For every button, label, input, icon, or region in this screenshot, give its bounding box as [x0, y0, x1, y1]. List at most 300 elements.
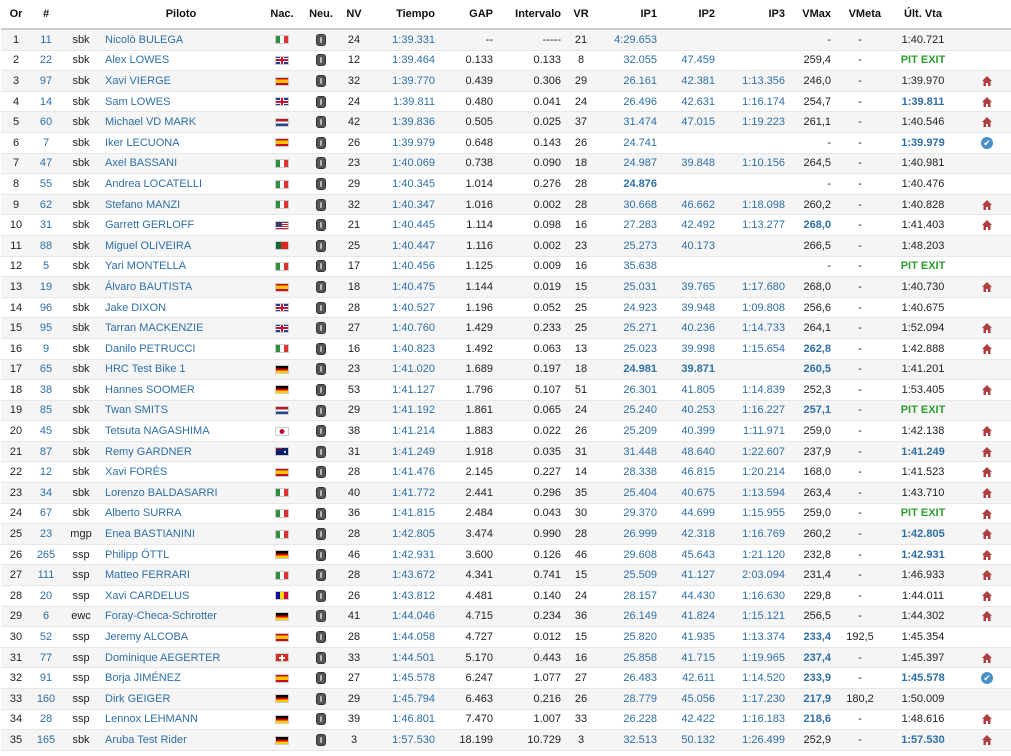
cell-ip2-text: 42.381 [681, 74, 715, 87]
cell-number[interactable] [31, 338, 61, 359]
cell-number[interactable] [31, 318, 61, 339]
home-icon[interactable] [981, 96, 993, 108]
cell-rider-name-text[interactable]: Tetsuta NAGASHIMA [105, 425, 210, 438]
cell-rider-name-text[interactable]: Sam LOWES [105, 95, 171, 108]
cell-status[interactable] [961, 668, 1011, 689]
home-icon[interactable] [981, 610, 993, 622]
cell-rider-name[interactable] [101, 174, 261, 195]
cell-number[interactable] [31, 565, 61, 586]
cell-number[interactable] [31, 91, 61, 112]
cell-number-text[interactable]: 62 [39, 198, 53, 211]
table-row[interactable] [1, 565, 1011, 586]
cell-rider-name-text[interactable]: Yari MONTELLA [105, 260, 187, 273]
table-row[interactable] [1, 627, 1011, 648]
home-icon[interactable] [981, 466, 993, 478]
cell-rider-name-text[interactable]: Xavi FORÉS [105, 466, 168, 479]
cell-status[interactable] [961, 606, 1011, 627]
cell-status[interactable] [961, 627, 1011, 648]
cell-number[interactable] [31, 235, 61, 256]
cell-number[interactable] [31, 71, 61, 92]
cell-rider-name[interactable] [101, 565, 261, 586]
cell-status[interactable] [961, 194, 1011, 215]
cell-ip2 [661, 586, 719, 607]
cell-number[interactable] [31, 544, 61, 565]
cell-vmax [789, 235, 835, 256]
cell-number-text[interactable]: 23 [39, 528, 53, 541]
cell-number[interactable] [31, 606, 61, 627]
cell-rider-name-text[interactable]: Alex LOWES [105, 54, 170, 67]
col-best-lap[interactable]: VR [565, 0, 597, 29]
cell-best-lap [565, 318, 597, 339]
table-row[interactable] [1, 132, 1011, 153]
cell-rider-name[interactable] [101, 462, 261, 483]
cell-number-text[interactable]: 9 [42, 342, 50, 355]
cell-number[interactable] [31, 153, 61, 174]
table-row[interactable] [1, 215, 1011, 236]
cell-position-text: 23 [9, 486, 23, 499]
table-row[interactable] [1, 503, 1011, 524]
cell-number-text[interactable]: 12 [39, 466, 53, 479]
cell-number-text[interactable]: 7 [42, 136, 50, 149]
cell-number-text[interactable]: 160 [36, 692, 56, 705]
cell-rider-name[interactable] [101, 50, 261, 71]
cell-number[interactable] [31, 483, 61, 504]
cell-rider-name[interactable] [101, 503, 261, 524]
home-icon[interactable] [981, 734, 993, 746]
cell-status[interactable] [961, 235, 1011, 256]
home-icon[interactable] [981, 590, 993, 602]
cell-rider-name-text[interactable]: Garrett GERLOFF [105, 219, 195, 232]
cell-number-text[interactable]: 88 [39, 239, 53, 252]
col-time[interactable]: Tiempo [369, 0, 439, 29]
cell-class-text: sbk [72, 466, 90, 479]
col-laps[interactable]: NV [339, 0, 369, 29]
cell-number-text[interactable]: 20 [39, 589, 53, 602]
cell-vmeta-text: - [858, 672, 862, 685]
cell-position-text: 20 [9, 425, 23, 438]
cell-status[interactable] [961, 709, 1011, 730]
cell-number-text[interactable]: 85 [39, 404, 53, 417]
home-icon[interactable] [981, 116, 993, 128]
cell-best-lap-text: 3 [577, 733, 585, 746]
table-row[interactable] [1, 318, 1011, 339]
cell-number-text[interactable]: 77 [39, 651, 53, 664]
col-interval[interactable]: Intervalo [497, 0, 565, 29]
cell-number-text[interactable]: 97 [39, 74, 53, 87]
cell-rider-name-text[interactable]: Tarran MACKENZIE [105, 322, 204, 335]
cell-rider-name[interactable] [101, 709, 261, 730]
cell-number[interactable] [31, 689, 61, 710]
cell-rider-name-text[interactable]: Alberto SURRA [105, 507, 182, 520]
cell-ip3-text: 1:16.769 [742, 528, 785, 541]
cell-status[interactable] [961, 730, 1011, 751]
table-row[interactable] [1, 153, 1011, 174]
cell-rider-name-text[interactable]: Lennox LEHMANN [105, 713, 198, 726]
cell-rider-name-text[interactable]: Dominique AEGERTER [105, 651, 221, 664]
cell-rider-name-text[interactable]: Jake DIXON [105, 301, 167, 314]
col-position[interactable]: Or [1, 0, 31, 29]
cell-vmeta-text: - [858, 733, 862, 746]
col-nation[interactable]: Nac. [261, 0, 303, 29]
cell-rider-name[interactable] [101, 71, 261, 92]
cell-status[interactable] [961, 50, 1011, 71]
home-icon[interactable] [981, 281, 993, 293]
cell-number-text[interactable]: 45 [39, 425, 53, 438]
cell-status[interactable] [961, 647, 1011, 668]
table-row[interactable] [1, 277, 1011, 298]
table-row[interactable] [1, 586, 1011, 607]
cell-vmeta [835, 380, 885, 401]
cell-rider-name-text[interactable]: Andrea LOCATELLI [105, 177, 203, 190]
table-row[interactable] [1, 709, 1011, 730]
cell-number-text[interactable]: 91 [39, 672, 53, 685]
cell-rider-name-text[interactable]: Danilo PETRUCCI [105, 342, 196, 355]
cell-number-text[interactable]: 65 [39, 363, 53, 376]
cell-position-text: 16 [9, 342, 23, 355]
cell-rider-name[interactable] [101, 627, 261, 648]
cell-number[interactable] [31, 194, 61, 215]
cell-status[interactable] [961, 29, 1011, 50]
table-row[interactable] [1, 606, 1011, 627]
home-icon[interactable] [981, 322, 993, 334]
cell-rider-name[interactable] [101, 132, 261, 153]
col-number[interactable]: # [31, 0, 61, 29]
cell-rider-name[interactable] [101, 194, 261, 215]
cell-vmeta [835, 112, 885, 133]
table-row[interactable] [1, 71, 1011, 92]
table-row[interactable] [1, 50, 1011, 71]
cell-status[interactable] [961, 215, 1011, 236]
col-rider[interactable]: Piloto [101, 0, 261, 29]
cell-number-text[interactable]: 34 [39, 486, 53, 499]
check-circle-icon[interactable]: ✔ [981, 137, 993, 149]
cell-number[interactable] [31, 462, 61, 483]
cell-number-text[interactable]: 60 [39, 116, 53, 129]
cell-vmax [789, 50, 835, 71]
cell-number[interactable] [31, 380, 61, 401]
home-icon[interactable] [981, 569, 993, 581]
tyre-icon [316, 446, 326, 458]
table-row[interactable] [1, 380, 1011, 401]
cell-rider-name[interactable] [101, 91, 261, 112]
cell-gap-text: 3.474 [465, 528, 493, 541]
table-row[interactable] [1, 194, 1011, 215]
cell-number-text[interactable]: 38 [39, 383, 53, 396]
cell-gap [439, 29, 497, 50]
cell-number[interactable] [31, 359, 61, 380]
cell-status[interactable] [961, 441, 1011, 462]
cell-laps [339, 400, 369, 421]
cell-status[interactable] [961, 483, 1011, 504]
cell-rider-name[interactable] [101, 441, 261, 462]
cell-ip3 [719, 29, 789, 50]
cell-rider-name-text[interactable]: Lorenzo BALDASARRI [105, 486, 218, 499]
cell-ip1-text: 32.055 [623, 54, 657, 67]
cell-number-text[interactable]: 265 [36, 548, 56, 561]
cell-rider-name[interactable] [101, 359, 261, 380]
cell-rider-name-text[interactable]: Miguel OLIVEIRA [105, 239, 192, 252]
col-ip1[interactable]: IP1 [597, 0, 661, 29]
cell-number[interactable] [31, 132, 61, 153]
cell-vmax-text: 262,8 [803, 342, 831, 355]
cell-number[interactable] [31, 524, 61, 545]
cell-rider-name-text[interactable]: Aruba Test Rider [105, 733, 187, 746]
cell-last-lap [885, 586, 961, 607]
cell-gap [439, 174, 497, 195]
cell-rider-name[interactable] [101, 730, 261, 751]
col-last-lap[interactable]: Últ. Vta [885, 0, 961, 29]
table-row[interactable] [1, 359, 1011, 380]
cell-number-text[interactable]: 55 [39, 177, 53, 190]
cell-number-text[interactable]: 52 [39, 631, 53, 644]
cell-rider-name[interactable] [101, 297, 261, 318]
table-row[interactable] [1, 441, 1011, 462]
cell-last-lap-text: 1:40.828 [901, 198, 945, 211]
table-row[interactable] [1, 174, 1011, 195]
tyre-icon [316, 466, 326, 478]
cell-status[interactable] [961, 91, 1011, 112]
cell-number[interactable] [31, 503, 61, 524]
cell-rider-name[interactable] [101, 544, 261, 565]
home-icon[interactable] [981, 487, 993, 499]
cell-number-text[interactable]: 111 [37, 569, 55, 582]
col-gap[interactable]: GAP [439, 0, 497, 29]
home-icon[interactable] [981, 343, 993, 355]
table-row[interactable] [1, 483, 1011, 504]
cell-status[interactable] [961, 153, 1011, 174]
cell-number[interactable] [31, 256, 61, 277]
cell-position-text: 22 [9, 466, 23, 479]
cell-number[interactable] [31, 112, 61, 133]
cell-position [1, 297, 31, 318]
flag-gb-icon [275, 303, 289, 312]
cell-rider-name-text[interactable]: Xavi CARDELUS [105, 589, 190, 602]
home-icon[interactable] [981, 199, 993, 211]
cell-number[interactable] [31, 647, 61, 668]
home-icon[interactable] [981, 528, 993, 540]
cell-number-text[interactable]: 31 [39, 219, 53, 232]
cell-ip3-text: 1:09.808 [742, 301, 785, 314]
table-row[interactable] [1, 91, 1011, 112]
cell-rider-name[interactable] [101, 153, 261, 174]
cell-status[interactable] [961, 544, 1011, 565]
cell-rider-name[interactable] [101, 380, 261, 401]
flag-es-icon [275, 468, 289, 477]
cell-rider-name[interactable] [101, 29, 261, 50]
cell-status[interactable] [961, 359, 1011, 380]
cell-number[interactable] [31, 441, 61, 462]
cell-number[interactable] [31, 297, 61, 318]
cell-number-text[interactable]: 11 [40, 33, 52, 46]
table-row[interactable] [1, 400, 1011, 421]
cell-number[interactable] [31, 668, 61, 689]
cell-time-text: 1:45.578 [392, 672, 435, 685]
cell-rider-name[interactable] [101, 256, 261, 277]
cell-status[interactable] [961, 277, 1011, 298]
cell-last-lap-text: 1:44.011 [901, 589, 944, 602]
home-icon[interactable] [981, 508, 993, 520]
col-vmeta[interactable]: VMeta [835, 0, 885, 29]
table-row[interactable] [1, 689, 1011, 710]
cell-rider-name[interactable] [101, 338, 261, 359]
cell-rider-name[interactable] [101, 586, 261, 607]
col-ip3[interactable]: IP3 [719, 0, 789, 29]
cell-nation [261, 380, 303, 401]
table-row[interactable] [1, 421, 1011, 442]
cell-rider-name-text[interactable]: Foray-Checa-Schrotter [105, 610, 217, 623]
cell-status[interactable] [961, 400, 1011, 421]
cell-status[interactable] [961, 174, 1011, 195]
cell-rider-name-text[interactable]: Hannes SOOMER [105, 383, 195, 396]
cell-laps [339, 730, 369, 751]
cell-number[interactable] [31, 400, 61, 421]
table-row[interactable] [1, 524, 1011, 545]
cell-rider-name-text[interactable]: Remy GARDNER [105, 445, 192, 458]
col-tyre[interactable]: Neu. [303, 0, 339, 29]
table-row[interactable] [1, 730, 1011, 751]
cell-nation [261, 132, 303, 153]
cell-rider-name[interactable] [101, 689, 261, 710]
cell-number[interactable] [31, 709, 61, 730]
home-icon[interactable] [981, 549, 993, 561]
cell-number-text[interactable]: 6 [42, 610, 50, 623]
cell-number-text[interactable]: 165 [36, 733, 56, 746]
cell-rider-name[interactable] [101, 235, 261, 256]
cell-ip2 [661, 71, 719, 92]
cell-number-text[interactable]: 96 [39, 301, 53, 314]
home-icon[interactable] [981, 652, 993, 664]
cell-time [369, 338, 439, 359]
cell-status[interactable] [961, 462, 1011, 483]
home-icon[interactable] [981, 713, 993, 725]
cell-rider-name-text[interactable]: Enea BASTIANINI [105, 528, 195, 541]
table-row[interactable] [1, 256, 1011, 277]
home-icon[interactable] [981, 446, 993, 458]
cell-number[interactable] [31, 215, 61, 236]
cell-rider-name-text[interactable]: Michael VD MARK [105, 116, 197, 129]
table-row[interactable] [1, 462, 1011, 483]
cell-number-text[interactable]: 28 [39, 713, 53, 726]
cell-ip3 [719, 194, 789, 215]
cell-number[interactable] [31, 50, 61, 71]
cell-ip1-text: 28.157 [623, 589, 657, 602]
cell-status[interactable] [961, 71, 1011, 92]
cell-rider-name-text[interactable]: Twan SMITS [105, 404, 168, 417]
cell-laps [339, 112, 369, 133]
cell-status[interactable] [961, 256, 1011, 277]
table-row[interactable] [1, 297, 1011, 318]
cell-status[interactable] [961, 297, 1011, 318]
cell-rider-name[interactable] [101, 524, 261, 545]
cell-rider-name-text[interactable]: Iker LECUONA [105, 136, 180, 149]
cell-status[interactable] [961, 338, 1011, 359]
cell-rider-name-text[interactable]: Dirk GEIGER [105, 692, 171, 705]
cell-number-text[interactable]: 22 [39, 54, 53, 67]
cell-rider-name[interactable] [101, 400, 261, 421]
cell-status[interactable] [961, 132, 1011, 153]
cell-number-text[interactable]: 87 [39, 445, 53, 458]
cell-status[interactable] [961, 503, 1011, 524]
cell-rider-name[interactable] [101, 318, 261, 339]
cell-number[interactable] [31, 421, 61, 442]
cell-rider-name-text[interactable]: Xavi VIERGE [105, 74, 172, 87]
cell-rider-name[interactable] [101, 483, 261, 504]
cell-number[interactable] [31, 586, 61, 607]
cell-number[interactable] [31, 627, 61, 648]
cell-ip1-text: 26.149 [623, 610, 657, 623]
cell-rider-name[interactable] [101, 112, 261, 133]
table-row[interactable] [1, 338, 1011, 359]
cell-rider-name-text[interactable]: Borja JIMÉNEZ [105, 672, 181, 685]
home-icon[interactable] [981, 425, 993, 437]
cell-number-text[interactable]: 5 [42, 260, 50, 273]
home-icon[interactable] [981, 219, 993, 231]
cell-rider-name[interactable] [101, 668, 261, 689]
table-row[interactable] [1, 112, 1011, 133]
cell-number-text[interactable]: 14 [39, 95, 53, 108]
col-ip2[interactable]: IP2 [661, 0, 719, 29]
cell-status[interactable] [961, 318, 1011, 339]
cell-status[interactable] [961, 380, 1011, 401]
cell-number-text[interactable]: 47 [39, 157, 53, 170]
cell-rider-name-text[interactable]: Nicolò BULEGA [105, 33, 184, 46]
cell-rider-name[interactable] [101, 606, 261, 627]
cell-number-text[interactable]: 67 [39, 507, 53, 520]
table-row[interactable] [1, 235, 1011, 256]
cell-rider-name[interactable] [101, 215, 261, 236]
cell-status[interactable] [961, 421, 1011, 442]
cell-status[interactable] [961, 586, 1011, 607]
cell-position-text: 18 [9, 383, 23, 396]
cell-rider-name-text[interactable]: Axel BASSANI [105, 157, 178, 170]
cell-number-text[interactable]: 19 [39, 280, 53, 293]
col-vmax[interactable]: VMax [789, 0, 835, 29]
table-row[interactable] [1, 544, 1011, 565]
cell-ip1-text: 25.240 [623, 404, 657, 417]
cell-rider-name-text[interactable]: HRC Test Bike 1 [105, 363, 186, 376]
table-row[interactable] [1, 29, 1011, 50]
cell-ip1 [597, 483, 661, 504]
cell-rider-name[interactable] [101, 647, 261, 668]
cell-status[interactable] [961, 565, 1011, 586]
cell-status[interactable] [961, 689, 1011, 710]
cell-rider-name[interactable] [101, 277, 261, 298]
cell-number[interactable] [31, 730, 61, 751]
cell-number[interactable] [31, 174, 61, 195]
cell-rider-name-text[interactable]: Matteo FERRARI [105, 569, 190, 582]
cell-rider-name-text[interactable]: Stefano MANZI [105, 198, 181, 211]
cell-status[interactable] [961, 112, 1011, 133]
cell-status[interactable] [961, 524, 1011, 545]
cell-number-text[interactable]: 95 [39, 322, 53, 335]
cell-number[interactable] [31, 277, 61, 298]
cell-position-text: 12 [9, 260, 23, 273]
table-row[interactable] [1, 668, 1011, 689]
cell-class-text: sbk [72, 95, 90, 108]
check-circle-icon[interactable]: ✔ [981, 672, 993, 684]
cell-vmeta-text: - [858, 528, 862, 541]
cell-rider-name-text[interactable]: Jeremy ALCOBA [105, 631, 189, 644]
cell-rider-name-text[interactable]: Philipp ÖTTL [105, 548, 170, 561]
home-icon[interactable] [981, 384, 993, 396]
home-icon[interactable] [981, 75, 993, 87]
cell-number[interactable] [31, 29, 61, 50]
cell-position-text: 2 [12, 54, 20, 67]
cell-position [1, 71, 31, 92]
table-row[interactable] [1, 647, 1011, 668]
cell-rider-name-text[interactable]: Álvaro BAUTISTA [105, 280, 193, 293]
cell-rider-name[interactable] [101, 421, 261, 442]
